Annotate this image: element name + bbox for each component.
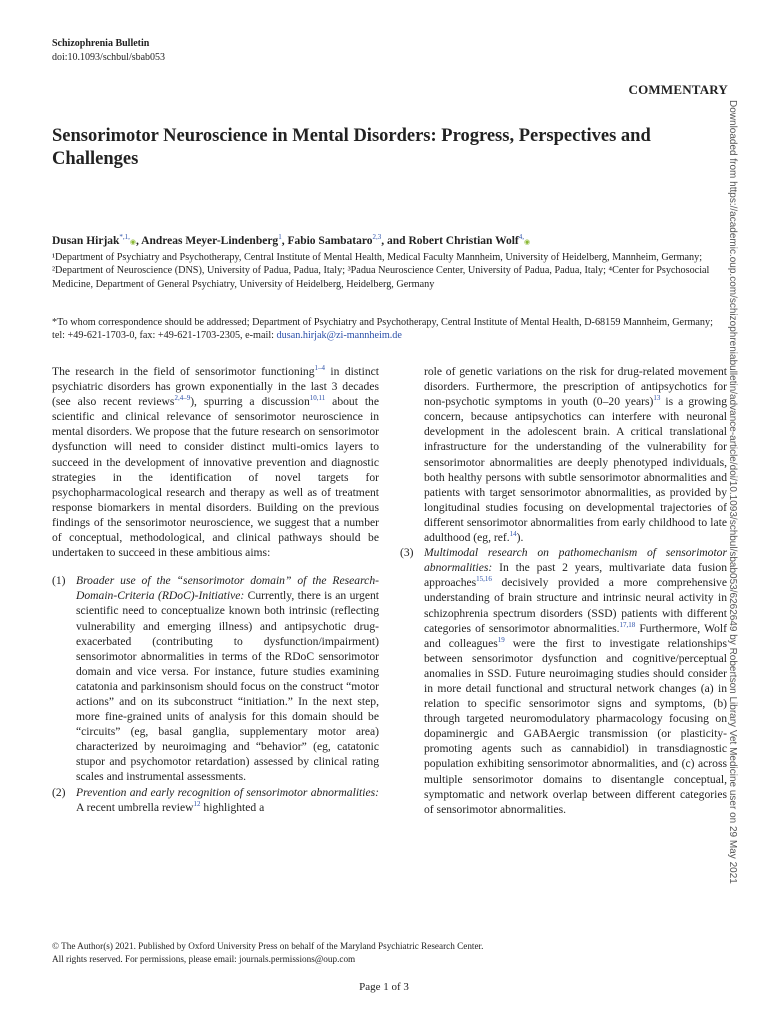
copyright-footer [52,940,483,965]
orcid-icon[interactable]: ◉ [129,237,137,246]
text-run: is a growing concern, because antipsychotics can interfere with neuronal development in the adolescent brain. A critical translational infrastructure for the understanding of the vulnerability for sensorimotor abnormalities are deeply phenotyped individuals, both healthy persons with subtle sensorimotor abnormalities and patients with target sensorimotor abnormalities, as provided by longitudinal studies focusing on developmental trajectories of different sensorimotor abnormalities from early childhood to late adulthood (eg, ref. [424,395,727,545]
list-text [76,573,379,784]
text-run: A recent umbrella review [76,800,194,814]
text-run: highlighted a [200,800,265,814]
correspondence-text: *To whom correspondence should be addressed; Department of Psychiatry and Psychotherapy, Central Institute of Mental Health, D-68159 Mannheim, Germany; tel: +49-621-1703-0, fax: +49-621-1703-2305, e-mail: [52,317,713,342]
reference-link[interactable]: 17,18 [619,620,636,629]
text-run: ), spurring a discussion [190,395,310,409]
article-title: Sensorimotor Neuroscience in Mental Disorders: Progress, Perspectives and Challenges [52,126,651,169]
author-affil-sup[interactable]: 1 [278,233,282,241]
list-heading: Broader use of the “sensorimotor domain” of the Research-Domain-Criteria (RDoC)-Initiative: [76,574,379,603]
text-run: about the scientific and clinical relevance of sensorimotor neuroscience in mental disorders. We propose that the future research on sensorimotor dysfunction will need to consider distinct multi-omics layers to succeed in the development of innovative prevention and diagnostic strategies in the identification of novel targets for psychopharmacological research and therapy as well as of treatment response biomarkers in mental disorders. Building on the previous findings of the sensorimotor neuroscience, we suggest that a number of conceptual, methodological, and clinical pathways should be undertaken to succeed in these ambitious aims: [52,395,379,560]
text-run: Furthermore, Wolf and colleagues [424,621,727,650]
download-watermark [728,100,748,930]
text-run: In the past 2 years, multivariate data fusion approaches [424,561,727,590]
list-item-continuation [424,364,727,545]
list-text [76,785,379,815]
text-run: were the first to investigate relationships between sensorimotor dysfunction and cognitive/perceptual anomalies in SSD. Future neuroimaging studies should consider in more detail functional and structural network changes (a) in relation to specific sensorimotor signs and symptoms, (b) through targeted neuromodulatory pharmacology focusing on dopaminergic and GABAergic transmission (or plasticity-promoting agents such as cannabidiol) in transdiagnostic population exhibiting sensorimotor abnormalities, and (c) across multiple sensorimotor domains to disentangle conceptual, symptomatic and network overlap between different categories of sensorimotor abnormalities. [424,636,727,816]
section-label: COMMENTARY [628,82,728,97]
reference-link[interactable]: 13 [653,394,661,403]
reference-link[interactable]: 14 [509,530,517,539]
author-affil-sup[interactable]: 4, [518,233,525,241]
intro-paragraph [52,364,379,560]
list-number: (2) [52,785,66,799]
author-name[interactable]: , and Robert Christian Wolf [381,234,519,247]
list-item [52,573,379,784]
list-item [52,785,379,815]
list-number: (1) [52,574,66,588]
body-column-left [52,364,379,815]
affiliations: ¹Department of Psychiatry and Psychotherapy, Central Institute of Mental Health, Medical Faculty Mannheim, University of Heidelberg, Mannheim, Germany; ²Department of Neuroscience (DNS), University of Padua, Padua, Italy; ³Padua Neuroscience Center, University of Padua, Padua, Italy; ⁴Center for Psychosocial Medicine, Department of General Psychiatry, University of Heidelberg, Heidelberg, Germany [52,252,710,290]
correspondence [52,316,722,343]
permissions-line: All rights reserved. For permissions, please email: journals.permissions@oup.com [52,953,356,964]
text-run: The research in the field of sensorimotor functioning [52,365,315,378]
list-heading: Prevention and early recognition of sensorimotor abnormalities: [76,785,379,799]
author-affil-sup[interactable]: *,1, [119,233,130,241]
orcid-icon[interactable]: ◉ [524,237,531,246]
author-name[interactable]: , Andreas Meyer-Lindenberg [136,234,279,247]
correspondence-email-link[interactable]: dusan.hirjak@zi-mannheim.de [276,330,402,342]
download-watermark-text: Downloaded from https://academic.oup.com/schizophreniabulletin/advance-article/doi/10.1093/schbul/sbab053/6262649 by Robertson Library Vet Medicine user on 29 May 2021 [727,100,738,884]
copyright-line: © The Author(s) 2021. Published by Oxford University Press on behalf of the Maryland Psychiatric Research Center. [52,941,484,951]
page-number: Page 1 of 3 [359,981,409,993]
reference-link[interactable]: 15,16 [476,575,492,584]
journal-name: Schizophrenia Bulletin [52,38,150,49]
reference-link[interactable]: 10,11 [309,394,326,403]
author-name[interactable]: , Fabio Sambataro [281,234,373,247]
reference-link[interactable]: 2,4–9 [174,394,191,403]
text-run: role of genetic variations on the risk for drug-related movement disorders. Furthermore, the prescription of antipsychotics for non-psychotic symptoms in youth (0–20 years) [424,365,727,409]
list-text [424,364,727,545]
text-run: ). [516,531,524,545]
reference-link[interactable]: 12 [193,799,201,808]
text-run: Currently, there is an urgent scientific need to conceptualize known both intrinsic (reflecting vulnerability and emerging illness) and antipsychotic drug-exacerbated (contributing to dysfunction/impairment) sensorimotor abnormalities in terms of the RDoC sensorimotor domain and vice versa. For instance, future studies examining catatonia and parkinsonism should focus on the construct “motor actions” and on its subconstruct “initiation.” In the next step, more fine-grained units of analysis for this domain should be “circuits” (eg, basal ganglia, supplementary motor area) characterized by neuroimaging and “behavior” (eg, catatonic stupor and psychomotor retardation) assessed by clinical rating scales and instrumental assessments. [76,589,379,784]
aims-list [52,573,379,815]
list-number: (3) [400,546,414,560]
list-item [400,545,727,817]
author-name[interactable]: Dusan Hirjak [52,234,120,247]
reference-link[interactable]: 1–4 [314,364,326,373]
text-run: in distinct psychiatric disorders has grown exponentially in the last 3 decades (see also recent reviews [52,365,379,409]
author-list [52,233,530,247]
body-column-right [400,364,727,817]
list-heading: Multimodal research on pathomechanism of sensorimotor abnormalities: [424,546,727,575]
reference-link[interactable]: 19 [497,635,505,644]
text-run: decisively provided a more comprehensive understanding of brain structure and intrinsic neural activity in schizophrenia spectrum disorders (SSD) patients with different categories of sensorimotor abnormalities. [424,576,727,635]
article-doi: doi:10.1093/schbul/sbab053 [52,52,166,63]
list-text [424,545,727,817]
author-affil-sup[interactable]: 2,3 [372,233,382,241]
